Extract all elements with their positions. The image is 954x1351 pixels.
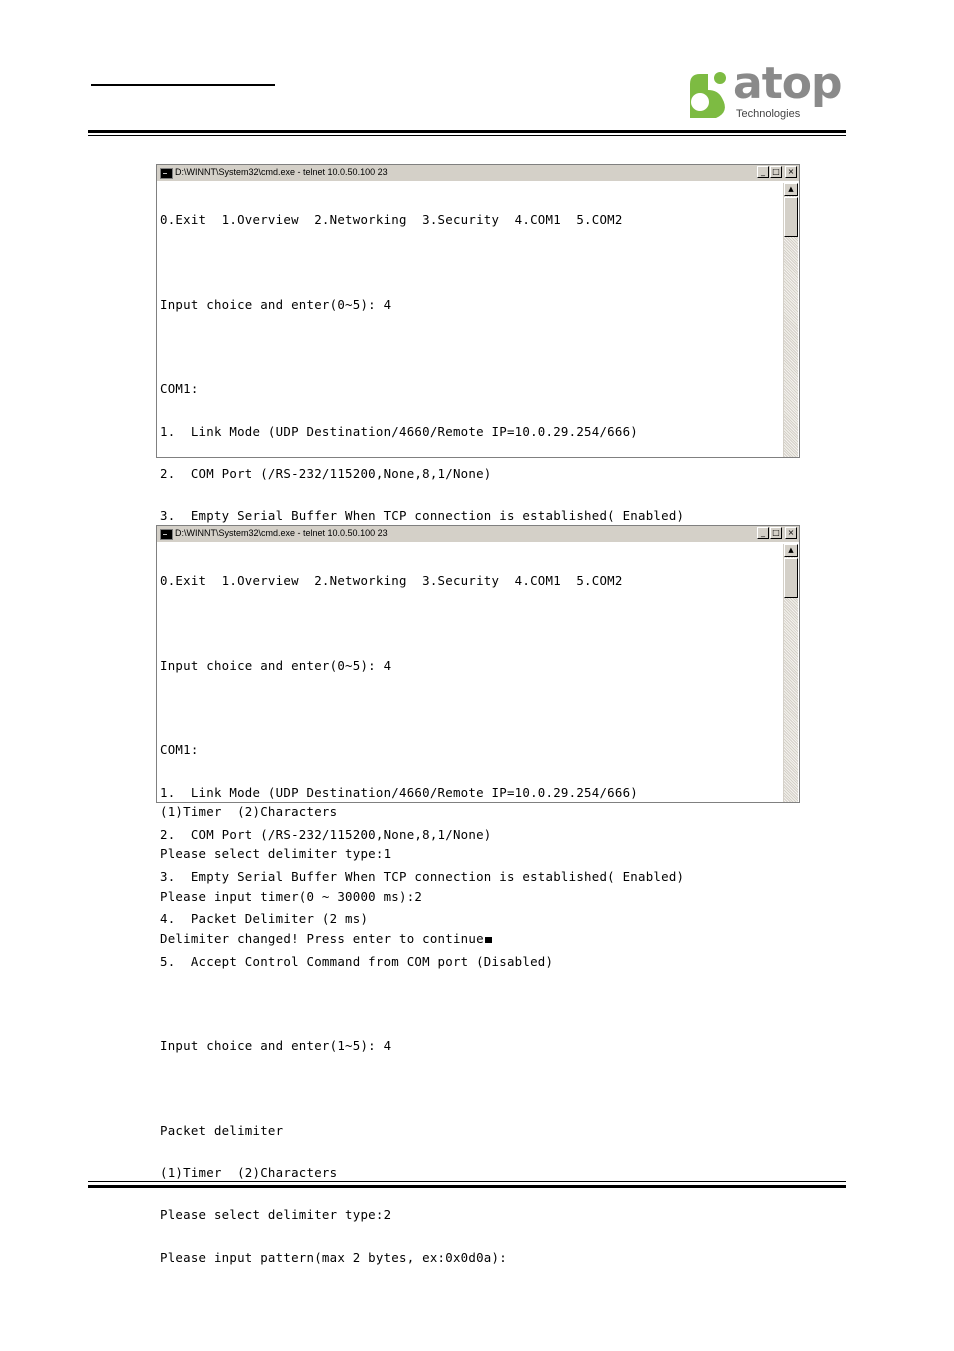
logo-word: atop	[733, 58, 842, 109]
console-line	[160, 616, 781, 630]
console-line: 3. Empty Serial Buffer When TCP connection is established( Enabled)	[160, 508, 685, 524]
window-title: D:\WINNT\System32\cmd.exe - telnet 10.0.50.100 23	[175, 167, 388, 177]
footer-rule	[88, 1185, 846, 1188]
header-rule	[88, 130, 846, 133]
console-line: 2. COM Port (/RS-232/115200,None,8,1/None)	[160, 465, 492, 481]
scroll-up-button[interactable]: ▲	[784, 183, 798, 196]
scroll-up-button[interactable]: ▲	[784, 544, 798, 557]
scroll-thumb[interactable]	[784, 197, 798, 237]
header-rule-thin	[88, 135, 846, 136]
console-line	[160, 701, 781, 715]
close-button[interactable]: ×	[785, 166, 797, 178]
window-controls	[757, 166, 797, 180]
console-line: Input choice and enter(0~5): 4	[160, 657, 392, 673]
cmd-icon	[160, 168, 173, 179]
console-line: 0.Exit 1.Overview 2.Networking 3.Security 4.COM1 5.COM2	[160, 212, 623, 228]
console-line: 0.Exit 1.Overview 2.Networking 3.Security 4.COM1 5.COM2	[160, 573, 623, 589]
window-title: D:\WINNT\System32\cmd.exe - telnet 10.0.50.100 23	[175, 528, 388, 538]
console-line: 3. Empty Serial Buffer When TCP connection is established( Enabled)	[160, 869, 685, 885]
maximize-button[interactable]: □	[770, 527, 782, 539]
console-line: Packet delimiter	[160, 1122, 284, 1138]
console-line: Input choice and enter(0~5): 4	[160, 296, 392, 312]
console-line: (1)Timer (2)Characters	[160, 804, 338, 820]
console-line: 5. Accept Control Command from COM port (Disabled)	[160, 953, 554, 969]
footer-rule-thin	[88, 1181, 846, 1182]
console-line: Please select delimiter type:2	[160, 1207, 392, 1223]
console-line: (1)Timer (2)Characters	[160, 1165, 338, 1181]
console-line: 1. Link Mode (UDP Destination/4660/Remote IP=10.0.29.254/666)	[160, 423, 639, 439]
console-line: Please select delimiter type:1	[160, 846, 392, 862]
console-line: Please input pattern(max 2 bytes, ex:0x0d0a):	[160, 1249, 507, 1265]
header-underline	[91, 84, 275, 86]
cmd-icon	[160, 529, 173, 540]
window-titlebar[interactable]	[157, 165, 799, 182]
vertical-scrollbar[interactable]	[783, 544, 798, 802]
console-line	[160, 340, 781, 354]
console-line-text: Delimiter changed! Press enter to continue	[160, 930, 484, 946]
scroll-thumb[interactable]	[784, 558, 798, 598]
console-line: Input choice and enter(1~5): 4	[160, 1038, 392, 1054]
console-line	[160, 255, 781, 269]
atop-logo	[686, 58, 846, 124]
console-line	[160, 997, 781, 1011]
logo-subtitle: Technologies	[736, 108, 801, 120]
maximize-button[interactable]: □	[770, 166, 782, 178]
console-line: Please input timer(0 ~ 30000 ms):2	[160, 888, 423, 904]
minimize-button[interactable]: _	[757, 527, 769, 539]
console-line: COM1:	[160, 381, 199, 397]
console-line: 2. COM Port (/RS-232/115200,None,8,1/None)	[160, 826, 492, 842]
console-line: 1. Link Mode (UDP Destination/4660/Remote IP=10.0.29.254/666)	[160, 784, 639, 800]
vertical-scrollbar[interactable]	[783, 183, 798, 457]
console-line: 4. Packet Delimiter (2 ms)	[160, 911, 369, 927]
console-line	[160, 1082, 781, 1096]
window-controls	[757, 527, 797, 541]
window-titlebar[interactable]	[157, 526, 799, 543]
minimize-button[interactable]: _	[757, 166, 769, 178]
logo-mark-icon	[686, 70, 734, 122]
console-line: COM1:	[160, 742, 199, 758]
close-button[interactable]: ×	[785, 527, 797, 539]
